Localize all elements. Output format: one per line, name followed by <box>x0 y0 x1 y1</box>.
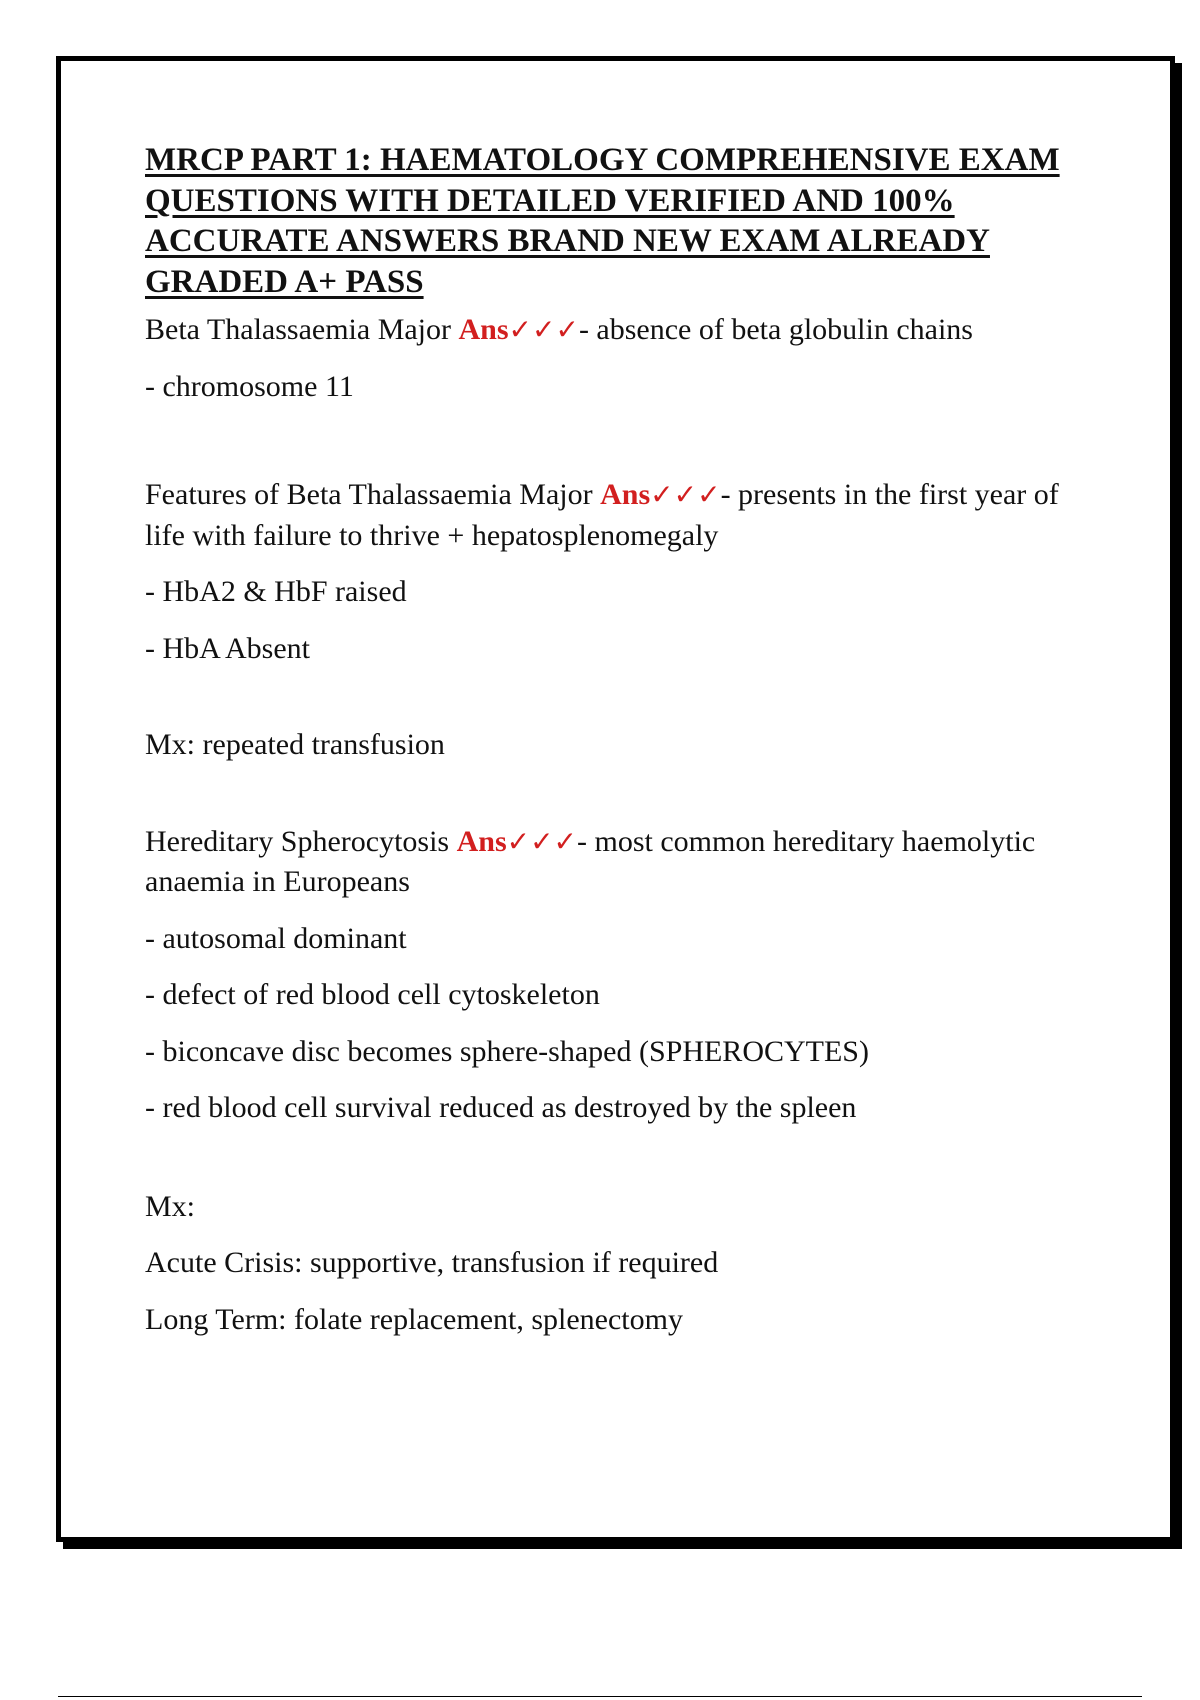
list-item: - red blood cell survival reduced as destroyed by the spleen <box>145 1091 857 1124</box>
answer-text: - most common hereditary haemolytic anaemia in Europeans <box>145 824 1036 898</box>
footer-divider <box>58 1696 1142 1697</box>
answer-text: - presents in the first year of life with failure to thrive + hepatosplenomegaly <box>145 478 1059 552</box>
list-item: - HbA2 & HbF raised <box>145 575 407 608</box>
document-content <box>145 140 1075 1356</box>
list-item: - autosomal dominant <box>145 921 407 955</box>
list-item: - defect of red blood cell cytoskeleton <box>145 978 600 1011</box>
list-item: - HbA Absent <box>145 631 310 665</box>
question-text: Hereditary Spherocytosis <box>145 824 457 858</box>
question-text: Features of Beta Thalassaemia Major <box>145 478 601 511</box>
answer-marker: Ans✓✓✓ <box>600 478 721 511</box>
management-text: Mx: repeated transfusion <box>145 728 445 761</box>
checkmark-icon: ✓✓✓ <box>506 824 578 858</box>
answer-marker: Ans✓✓✓ <box>456 824 578 858</box>
checkmark-icon: ✓✓✓ <box>650 478 721 511</box>
qa-item-features-beta-thalassaemia <box>145 475 1075 556</box>
question-text: Beta Thalassaemia Major <box>145 313 459 346</box>
answer-text: - absence of beta globulin chains <box>578 313 973 346</box>
management-heading: Mx: <box>145 1189 196 1223</box>
management-line: Acute Crisis: supportive, transfusion if required <box>145 1246 719 1279</box>
document-title: MRCP PART 1: HAEMATOLOGY COMPREHENSIVE EXAM QUESTIONS WITH DETAILED VERIFIED AND 100% ACCURATE ANSWERS BRAND NEW EXAM ALREADY GRADED A+ PASS <box>145 142 1060 300</box>
answer-marker: Ans✓✓✓ <box>458 313 579 346</box>
qa-item-beta-thalassaemia <box>145 310 1075 351</box>
qa-item-hereditary-spherocytosis <box>145 822 1075 903</box>
checkmark-icon: ✓✓✓ <box>508 313 579 346</box>
list-item: - chromosome 11 <box>145 369 354 403</box>
list-item: - biconcave disc becomes sphere-shaped (SPHEROCYTES) <box>145 1034 869 1068</box>
management-line: Long Term: folate replacement, splenectomy <box>145 1302 683 1336</box>
